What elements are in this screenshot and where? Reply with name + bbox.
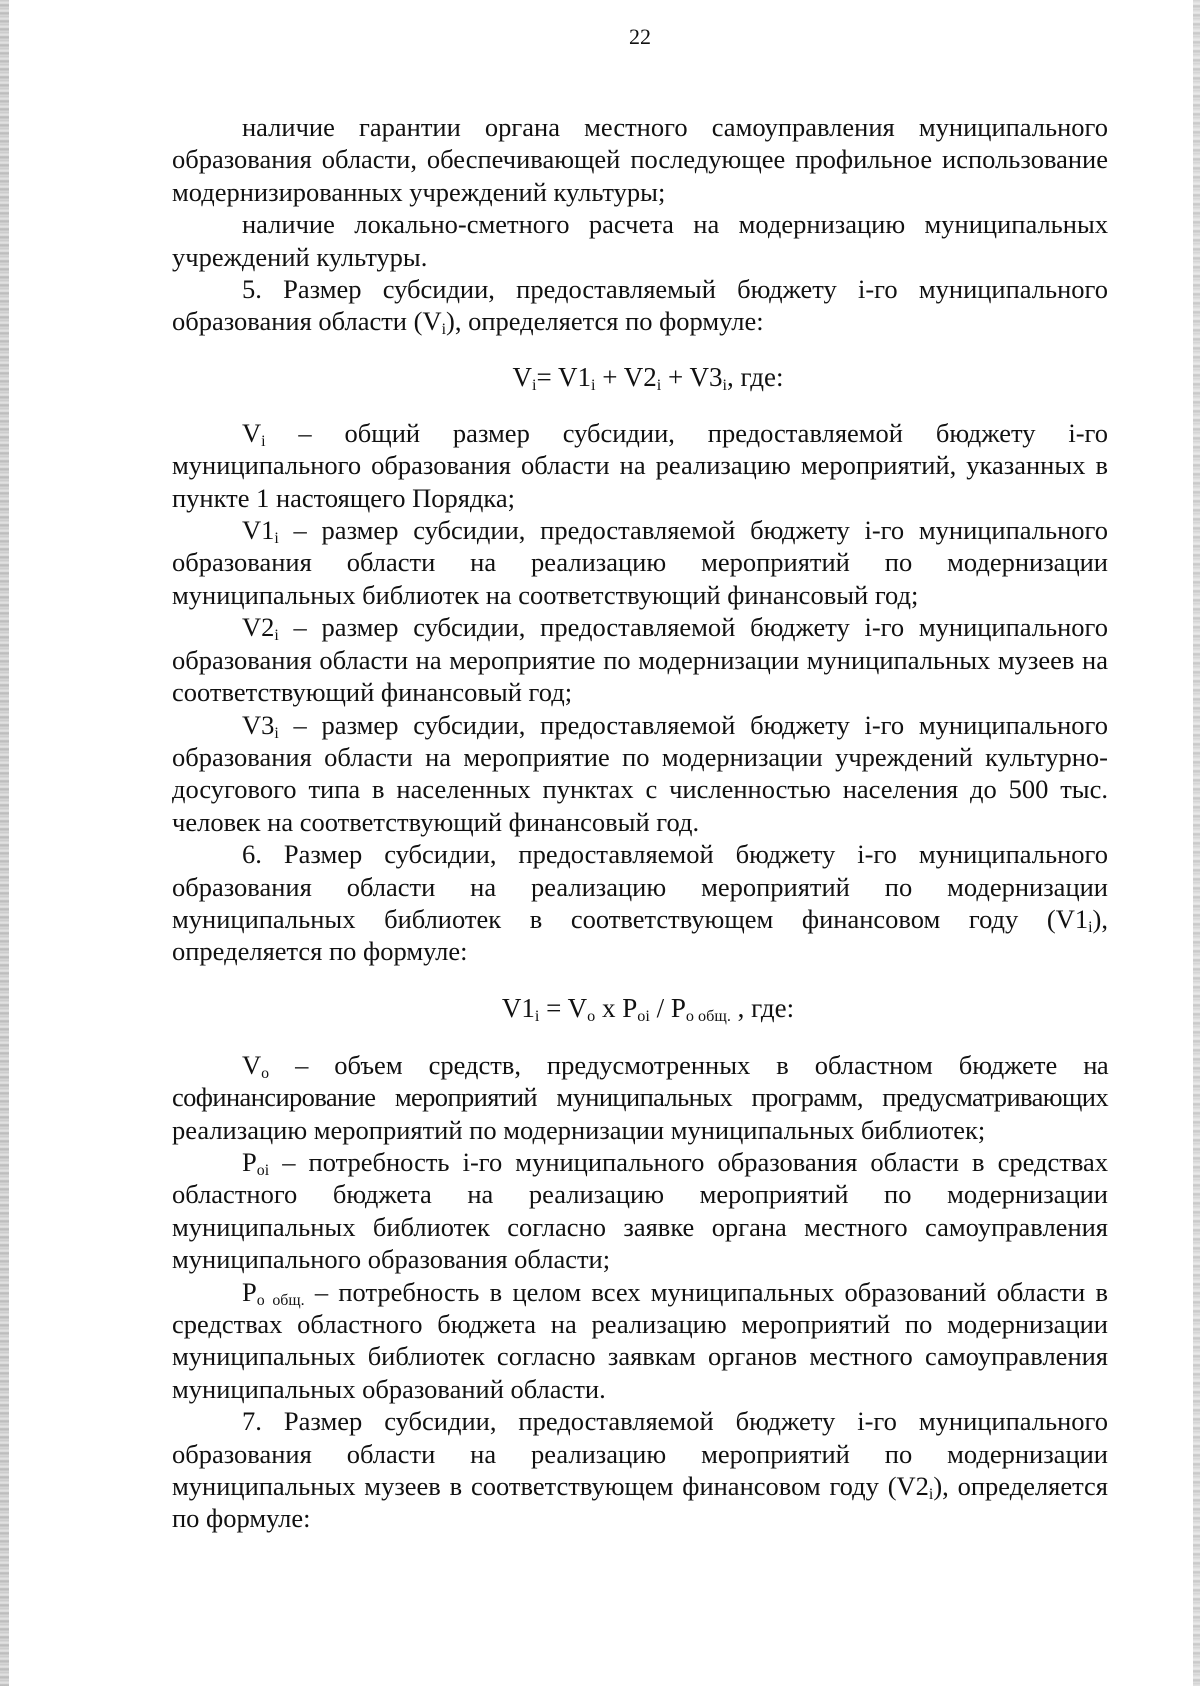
paragraph-item-7 xyxy=(172,1405,1108,1535)
operator: = xyxy=(539,992,568,1023)
definition-v2i xyxy=(172,611,1108,708)
paragraph-item-5 xyxy=(172,273,1108,338)
symbol: V1 xyxy=(242,515,275,546)
paragraph-text: – размер субсидии, предоставляемой бюджету i-го муниципального образования области на мероприятие по модернизации муниципальных музеев на соответствующий финансовый год; xyxy=(172,612,1108,708)
symbol: P xyxy=(622,992,638,1023)
subscript: i xyxy=(928,1486,934,1503)
scan-edge-left xyxy=(0,0,9,1686)
subscript: i xyxy=(1088,918,1093,936)
paragraph-text: 6. Размер субсидии, предоставляемой бюджету i-го муниципального образования области на реализацию мероприятий по модернизации муниципальных библиотек в соответствующем финансовом году (V1 xyxy=(172,839,1108,934)
symbol: V xyxy=(512,361,533,392)
scan-edge-right xyxy=(1193,0,1200,1686)
symbol: V xyxy=(242,417,262,448)
paragraph-text: ), определяется по формуле: xyxy=(172,903,1108,967)
definition-v3i xyxy=(172,709,1108,839)
paragraph-text: – объем средств, предусмотренных в областном бюджете xyxy=(269,1049,1058,1080)
subscript: i xyxy=(722,375,728,394)
symbol: V1 xyxy=(501,992,535,1023)
subscript: i xyxy=(274,724,279,742)
subscript: оi xyxy=(256,1161,270,1179)
formula-total-subsidy xyxy=(172,361,1108,393)
definition-vo xyxy=(172,1049,1108,1146)
paragraph-text: наличие гарантии органа местного самоуправления муниципального образования области, обеспечивающей последующее профильное использование модернизированных учреждений культуры; xyxy=(172,112,1108,207)
symbol: P xyxy=(242,1276,257,1307)
subscript: о xyxy=(261,1064,270,1082)
subscript: i xyxy=(274,530,279,548)
paragraph-text: ), определяется по формуле: xyxy=(446,306,764,337)
definition-poi xyxy=(172,1146,1108,1276)
subscript: i xyxy=(656,375,662,394)
paragraph-text: реализацию мероприятий по модернизации муниципальных библиотек; xyxy=(172,1114,986,1145)
subscript: i xyxy=(591,375,596,394)
formula-library-subsidy xyxy=(172,992,1108,1024)
page-number: 22 xyxy=(629,24,651,49)
definition-po-obsh xyxy=(172,1276,1108,1406)
paragraph-text: – потребность в целом всех муниципальных образований области в средствах областного бюджета на реализацию мероприятий по модернизации муниципальных библиотек согласно заявкам органов местного самоуправления муниципальных образований области. xyxy=(172,1276,1108,1404)
paragraph-text: – размер субсидии, предоставляемой бюджету i-го муниципального образования области на реализацию мероприятий по модернизации муниципальных библиотек на соответствующий финансовый год; xyxy=(172,515,1108,610)
paragraph-text: на софинансирование мероприятий муниципальных программ, предусматривающих xyxy=(172,1049,1109,1113)
subscript: i xyxy=(441,321,447,339)
subscript: i xyxy=(261,432,266,450)
symbol: P xyxy=(242,1146,257,1177)
symbol: V3 xyxy=(242,709,275,740)
paragraph-text: 7. Размер субсидии, предоставляемой бюджету i-го муниципального образования области на реализацию мероприятий по модернизации муниципальных музеев в соответствующем финансовом году (V2 xyxy=(172,1406,1108,1502)
symbol: V xyxy=(242,1049,262,1080)
symbol: V1 xyxy=(558,361,592,392)
subscript: i xyxy=(274,627,279,645)
definition-v1i xyxy=(172,514,1108,611)
paragraph-text: – потребность i-го муниципального образования области в средствах областного бюджета на реализацию мероприятий по модернизации муниципальных библиотек согласно заявке органа местного самоуправления муниципального образования области; xyxy=(172,1146,1108,1275)
paragraph-text: – размер субсидии, предоставляемой бюджету i-го муниципального образования области на мероприятие по модернизации учреждений культурно-досугового типа в населенных пунктах с численностью населения до 500 тыс. человек на соответствующий финансовый год. xyxy=(172,709,1108,837)
subscript: о общ. xyxy=(685,1006,731,1025)
operator: + xyxy=(595,361,624,392)
definition-vi xyxy=(172,417,1108,514)
paragraph-text: – общий размер субсидии, предоставляемой бюджету i-го муниципального образования области на реализацию мероприятий, указанных в пункте 1 настоящего Порядка; xyxy=(172,417,1108,513)
operator: = xyxy=(536,361,559,392)
document-body xyxy=(172,111,1108,1535)
operator: / xyxy=(649,992,671,1023)
paragraph-text: наличие локально-сметного расчета на модернизацию муниципальных учреждений культуры. xyxy=(172,209,1108,272)
symbol: V xyxy=(567,992,588,1023)
paragraph-text: 5. Размер субсидии, предоставляемый бюджету i-го муниципального образования области (V xyxy=(172,274,1108,337)
symbol: V2 xyxy=(242,612,275,643)
operator: + xyxy=(661,361,690,392)
symbol: V3 xyxy=(689,361,723,392)
subscript: о общ. xyxy=(256,1291,305,1309)
subscript: о xyxy=(587,1006,596,1025)
formula-tail: , где: xyxy=(730,992,795,1023)
paragraph-item-6 xyxy=(172,838,1108,968)
symbol: V2 xyxy=(623,361,657,392)
operator: x xyxy=(595,992,623,1023)
subscript: i xyxy=(534,1006,540,1025)
subscript: i xyxy=(532,375,537,394)
paragraph-guarantee xyxy=(172,111,1108,208)
subscript: оi xyxy=(637,1006,650,1025)
paragraph-text: ), определяется по формуле: xyxy=(172,1471,1108,1534)
symbol: P xyxy=(670,992,686,1023)
formula-tail: , где: xyxy=(727,361,784,392)
paragraph-estimate xyxy=(172,208,1108,273)
